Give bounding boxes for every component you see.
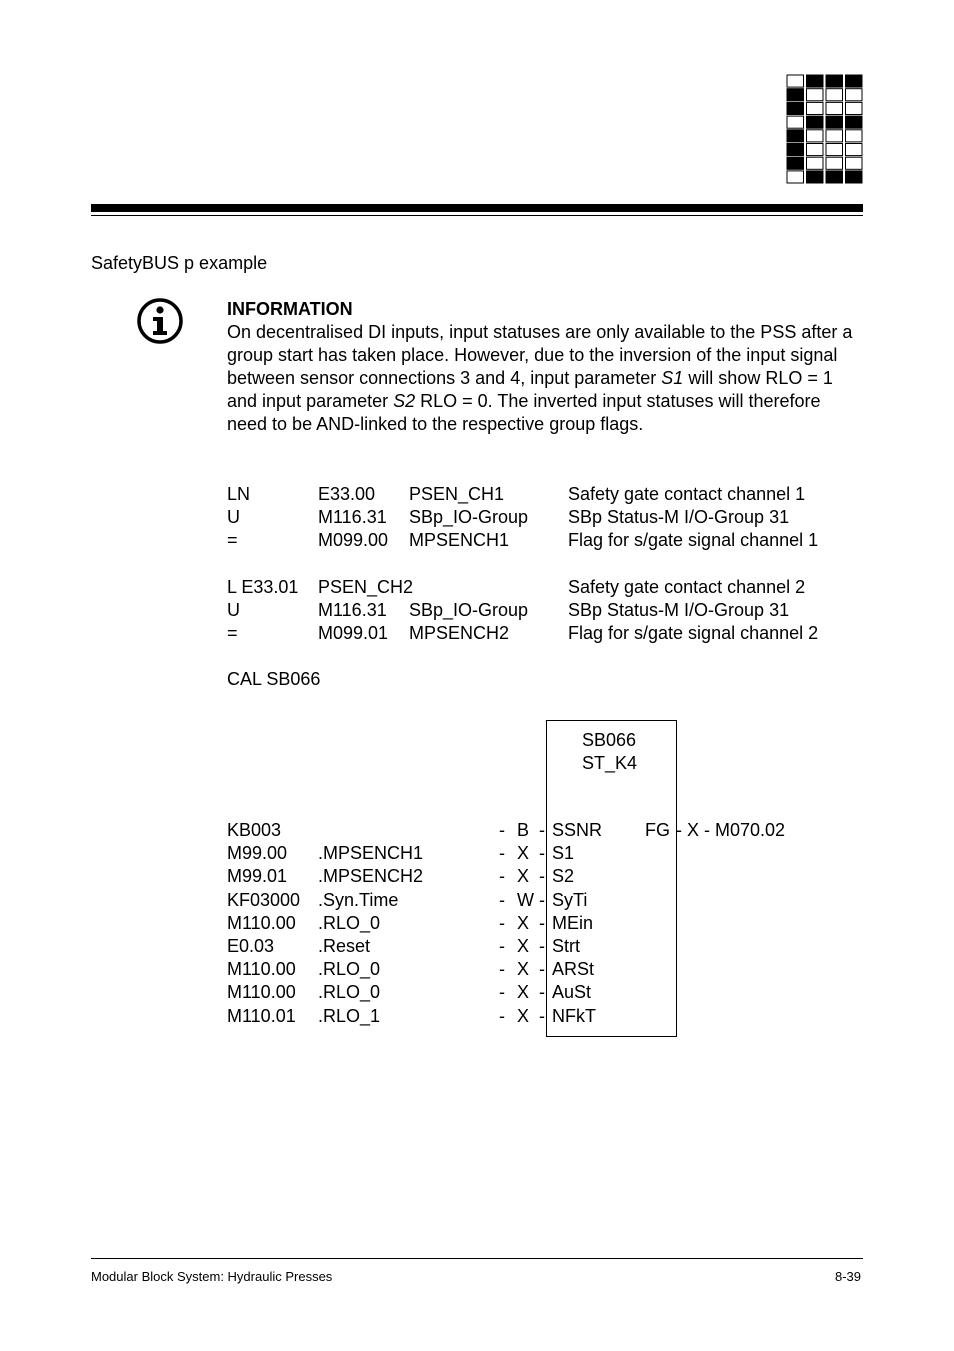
code-comment: SBp Status-M I/O-Group 31: [568, 507, 790, 527]
input-pin: ARSt: [552, 959, 595, 980]
code-symbol: MPSENCH1: [409, 530, 510, 550]
logo-cell: [787, 157, 804, 169]
logo-cell: [787, 89, 804, 101]
input-dash: -: [499, 912, 505, 933]
logo-cell: [807, 75, 824, 87]
pin-dash: -: [539, 889, 545, 910]
header-rule-thick: [91, 204, 863, 212]
input-pin: Strt: [552, 936, 581, 956]
input-pin: S2: [552, 866, 575, 887]
input-type: X: [517, 912, 530, 933]
logo-cell: [787, 144, 804, 156]
footer-title: Modular Block System: Hydraulic Presses: [91, 1269, 333, 1284]
input-address: M99.01: [227, 866, 288, 887]
footer-rule: [91, 1258, 863, 1259]
code-comment: Flag for s/gate signal channel 2: [568, 623, 819, 643]
logo-cell: [846, 130, 863, 142]
code-op: LN: [227, 484, 251, 504]
page-number: 8-39: [835, 1269, 862, 1284]
pin-dash: -: [539, 982, 545, 1003]
code-comment: SBp Status-M I/O-Group 31: [568, 600, 790, 620]
logo-cell: [846, 157, 863, 169]
input-dash: -: [499, 959, 505, 980]
code-operand: M099.01: [318, 623, 389, 643]
logo-cell: [846, 171, 863, 183]
input-type: X: [517, 866, 530, 887]
logo-cell: [846, 116, 863, 128]
code-operand: PSEN_CH2: [318, 577, 414, 597]
pilz-grid-logo: [786, 74, 864, 184]
logo-cell: [846, 102, 863, 114]
pin-dash: -: [539, 912, 545, 933]
info-text-part: RLO = 0. The inverted input statuses will therefore need to be AND-linked to the respective group flags.: [227, 391, 821, 434]
code-operand: M099.00: [318, 530, 389, 550]
logo-cell: [807, 102, 824, 114]
logo-cell: [846, 144, 863, 156]
logo-cell: [826, 144, 843, 156]
input-pin: AuSt: [552, 982, 592, 1003]
pin-dash: -: [539, 866, 545, 887]
logo-cell: [826, 130, 843, 142]
function-block-name: SB066: [582, 730, 637, 750]
info-text-part: On decentralised DI inputs, input statuses are only available to the PSS after a group start has taken place. However, due to the inversion of the input signal between sensor connections 3 and 4, input parameter: [227, 322, 853, 388]
input-pin: SSNR: [552, 820, 603, 840]
logo-cell: [807, 144, 824, 156]
code-op: =: [227, 623, 238, 643]
input-type: B: [517, 820, 530, 840]
input-symbol: .MPSENCH1: [318, 843, 424, 864]
code-comment: Safety gate contact channel 2: [568, 577, 806, 597]
input-symbol: .Reset: [318, 936, 371, 956]
logo-cell: [807, 116, 824, 128]
input-address: M110.01: [227, 1005, 296, 1026]
input-type: X: [517, 1005, 530, 1026]
logo-cell: [787, 130, 804, 142]
input-address: KB003: [227, 820, 282, 840]
input-dash: -: [499, 843, 505, 864]
code-op: U: [227, 507, 240, 527]
logo-cell: [826, 171, 843, 183]
logo-cell: [826, 75, 843, 87]
information-note: [227, 298, 857, 436]
logo-cell: [846, 89, 863, 101]
input-type: X: [517, 936, 530, 956]
input-symbol: .RLO_1: [318, 1005, 381, 1026]
input-symbol: .RLO_0: [318, 959, 381, 980]
logo-cell: [807, 130, 824, 142]
input-type: X: [517, 843, 530, 864]
input-dash: -: [499, 820, 505, 840]
info-param-s2: S2: [393, 391, 416, 411]
code-operand: M116.31: [318, 600, 387, 620]
logo-cell: [826, 89, 843, 101]
code-operand: E33.00: [318, 484, 376, 504]
input-pin: S1: [552, 843, 575, 864]
input-address: M110.00: [227, 959, 296, 980]
input-dash: -: [499, 866, 505, 887]
input-address: KF03000: [227, 889, 301, 910]
input-address: M110.00: [227, 982, 296, 1003]
logo-cell: [826, 157, 843, 169]
pin-dash: -: [539, 936, 545, 956]
call-line: CAL SB066: [227, 669, 321, 689]
input-symbol: .RLO_0: [318, 912, 381, 933]
input-address: M99.00: [227, 843, 288, 864]
logo-cell: [807, 171, 824, 183]
input-type: X: [517, 959, 530, 980]
info-param-s1: S1: [661, 368, 684, 388]
input-address: M110.00: [227, 912, 296, 933]
input-address: E0.03: [227, 936, 275, 956]
logo-cell: [787, 75, 804, 87]
information-text: [227, 321, 857, 436]
input-pin: MEin: [552, 912, 594, 933]
input-symbol: .MPSENCH2: [318, 866, 424, 887]
input-dash: -: [499, 889, 505, 910]
logo-cell: [807, 157, 824, 169]
code-symbol: SBp_IO-Group: [409, 600, 529, 620]
logo-cell: [826, 116, 843, 128]
code-symbol: SBp_IO-Group: [409, 507, 529, 527]
code-symbol: MPSENCH2: [409, 623, 510, 643]
code-symbol: PSEN_CH1: [409, 484, 505, 504]
logo-cell: [826, 102, 843, 114]
pin-dash: -: [539, 959, 545, 980]
output-connection: - X - M070.02: [676, 820, 786, 840]
input-dash: -: [499, 936, 505, 956]
input-pin: SyTi: [552, 889, 588, 910]
output-pin: FG: [645, 820, 670, 840]
logo-cell: [787, 116, 804, 128]
information-heading: INFORMATION: [227, 299, 353, 319]
code-comment: Flag for s/gate signal channel 1: [568, 530, 819, 550]
code-operand: M116.31: [318, 507, 387, 527]
info-icon: [136, 297, 184, 345]
code-op: L E33.01: [227, 577, 299, 597]
logo-cell: [807, 89, 824, 101]
input-symbol: .RLO_0: [318, 982, 381, 1003]
pin-dash: -: [539, 843, 545, 864]
logo-cell: [787, 102, 804, 114]
code-comment: Safety gate contact channel 1: [568, 484, 806, 504]
pin-dash: -: [539, 1005, 545, 1026]
input-symbol: .Syn.Time: [318, 889, 399, 910]
info-text-part: will show RLO = 1 and input parameter: [227, 368, 833, 411]
pin-dash: -: [539, 820, 545, 840]
input-pin: NFkT: [552, 1005, 596, 1026]
input-dash: -: [499, 1005, 505, 1026]
header-rule-thin: [91, 215, 863, 216]
logo-cell: [846, 75, 863, 87]
function-block-instance: ST_K4: [582, 753, 638, 773]
input-dash: -: [499, 982, 505, 1003]
logo-cell: [787, 171, 804, 183]
code-op: =: [227, 530, 238, 550]
code-op: U: [227, 600, 240, 620]
section-title: SafetyBUS p example: [91, 253, 268, 273]
input-type: X: [517, 982, 530, 1003]
input-type: W: [517, 889, 534, 910]
